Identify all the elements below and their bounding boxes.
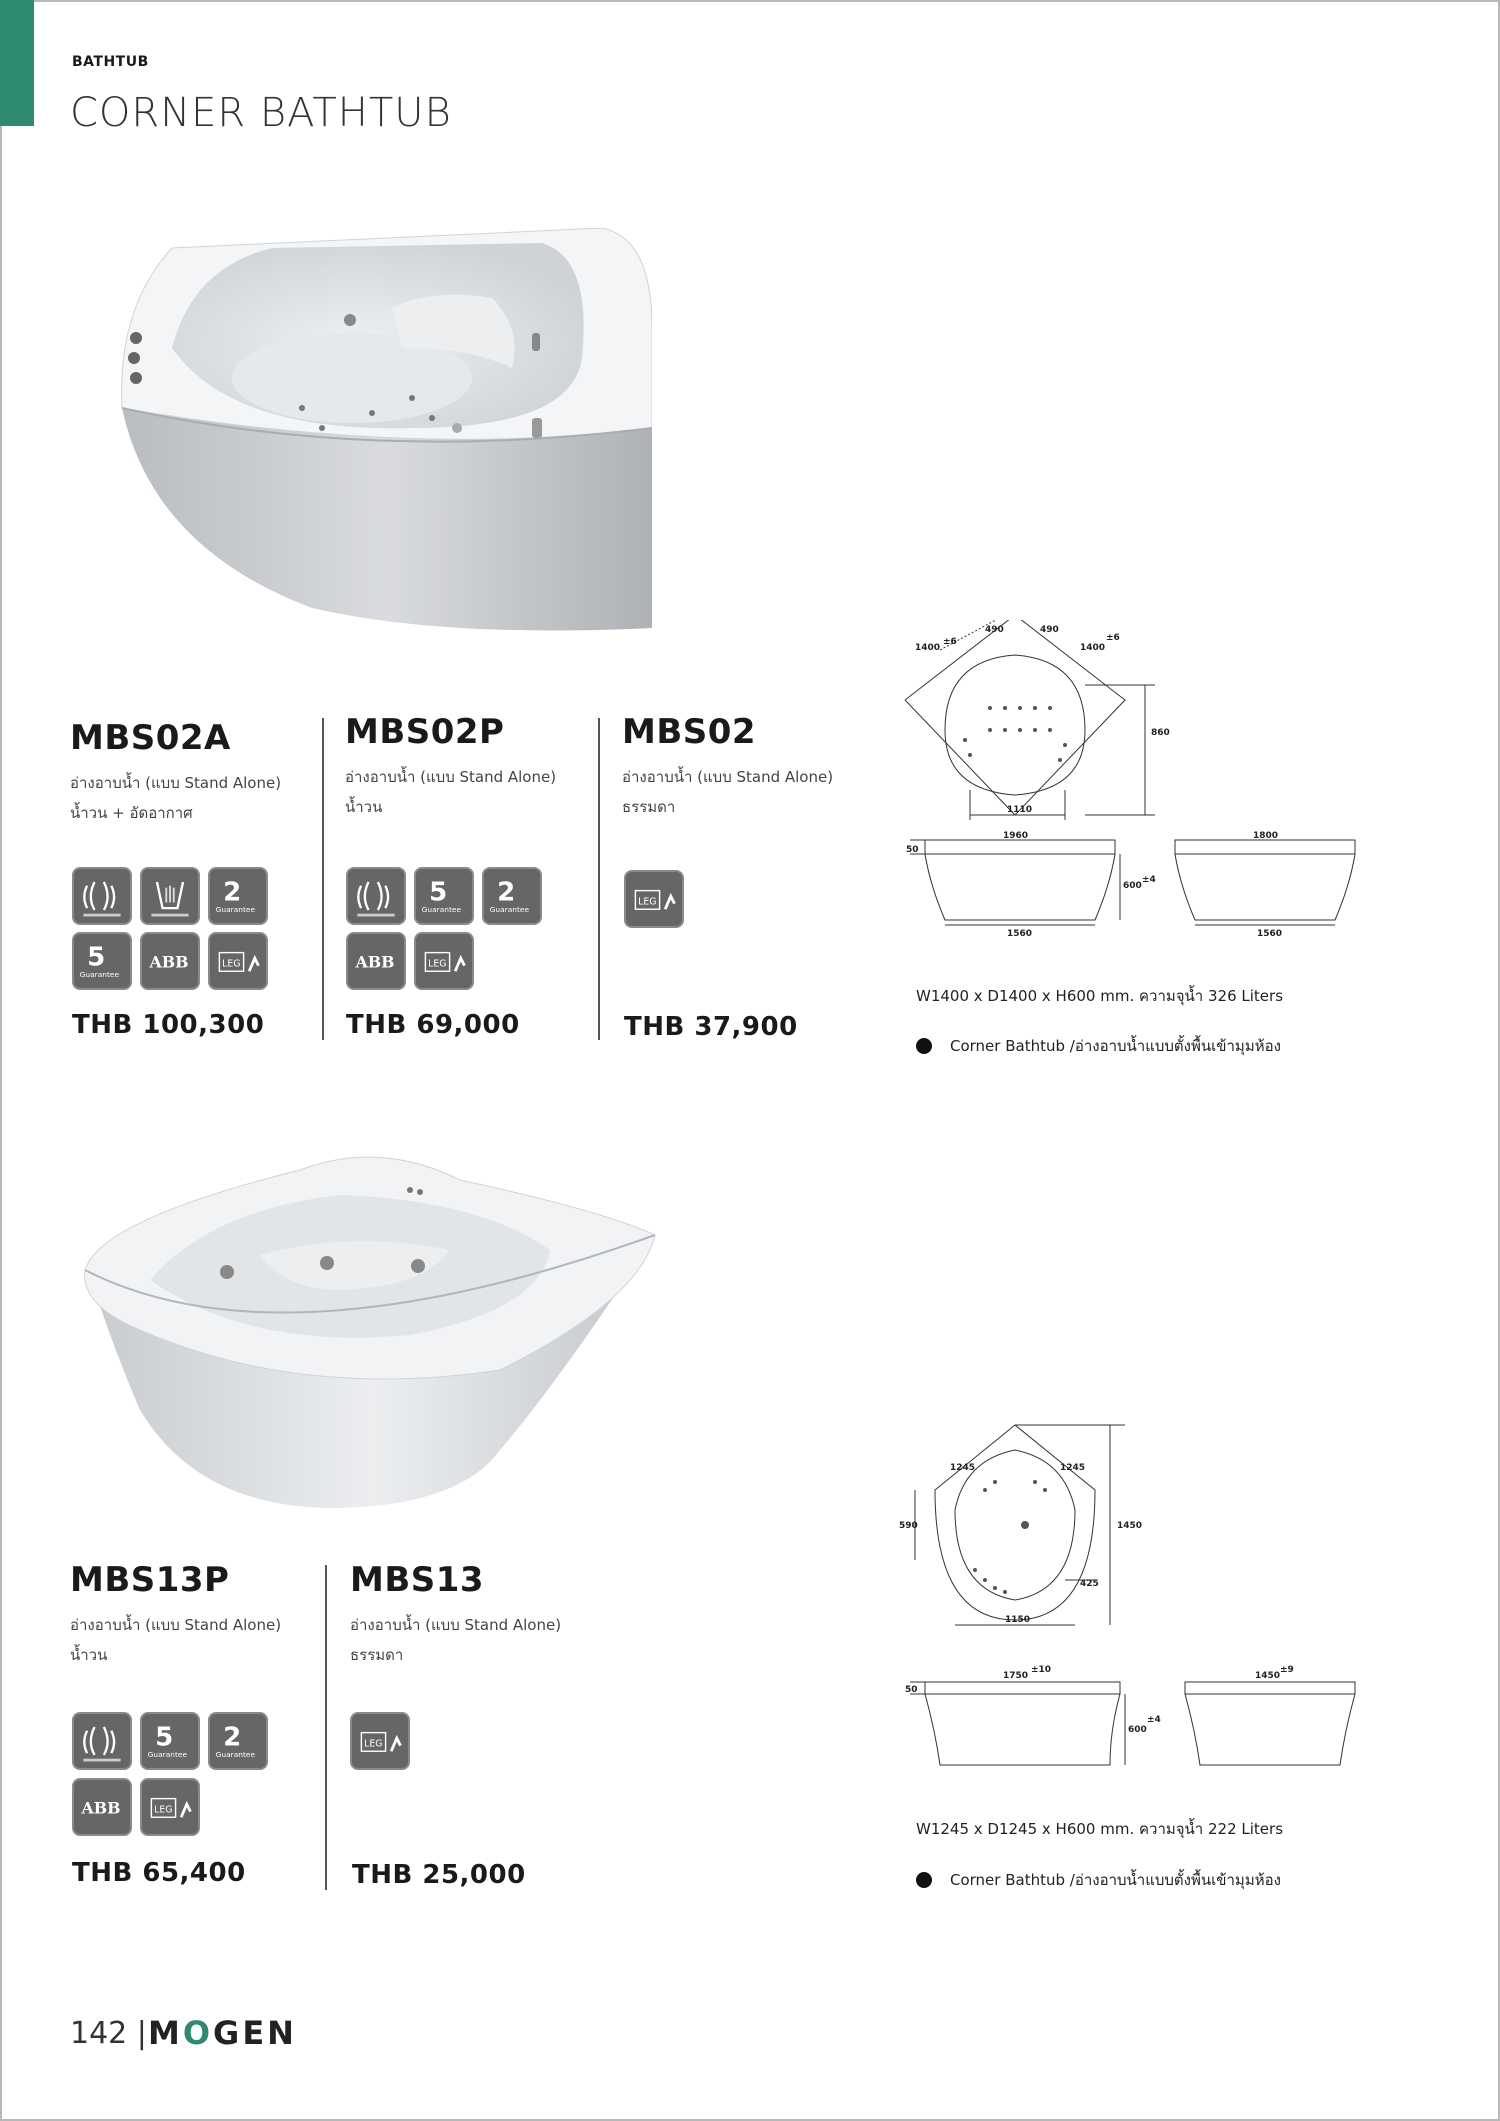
guarantee-2-year-icon [208,867,268,925]
adjustable-leg-icon [208,932,268,990]
svg-text:490: 490 [985,625,1004,635]
svg-text:LEG: LEG [428,958,447,970]
svg-text:425: 425 [1080,1579,1099,1589]
svg-text:1110: 1110 [1007,805,1033,815]
svg-text:5: 5 [155,1722,174,1753]
svg-text:ABB: ABB [149,952,189,972]
svg-text:Guarantee: Guarantee [489,904,530,914]
svg-text:2: 2 [223,1722,242,1753]
svg-text:Guarantee: Guarantee [421,904,462,914]
description-line: ธรรมดา [622,798,676,816]
svg-text:ABB: ABB [355,952,395,972]
svg-text:1400: 1400 [1080,643,1106,653]
adjustable-leg-icon [414,932,474,990]
abb-icon [346,932,406,990]
spec-mbs02: W1400 x D1400 x H600 mm. ความจุน้ำ 326 Liters [916,987,1284,1005]
column-divider [322,718,324,1040]
bullet-dot [916,1038,932,1054]
bullet-dot [916,1872,932,1888]
price-mbs02: THB 37,900 [624,1012,798,1042]
bullet-text: Corner Bathtub /อ่างอาบน้ำแบบตั้งพื้นเข้ามุมห้อง [950,1871,1281,1889]
bathtub-photo-mbs02 [112,228,652,633]
category-label: BATHTUB [72,54,149,70]
technical-drawing-mbs02 [895,620,1375,940]
model-name: MBS02 [622,712,757,752]
abb-icon [140,932,200,990]
svg-text:1560: 1560 [1007,929,1033,939]
guarantee-5-year-icon [414,867,474,925]
svg-text:600: 600 [1128,1725,1147,1735]
page-title: CORNER BATHTUB [70,90,452,136]
price-mbs02a: THB 100,300 [72,1010,265,1040]
brand-logo [148,2014,297,2052]
model-description [70,768,320,828]
guarantee-2-year-icon [482,867,542,925]
technical-drawing-mbs13 [895,1420,1375,1780]
svg-text:Guarantee: Guarantee [147,1749,188,1759]
svg-text:ABB: ABB [81,1798,121,1818]
guarantee-5-year-icon [140,1712,200,1770]
description-line: ธรรมดา [350,1646,404,1664]
svg-text:LEG: LEG [638,896,657,908]
whirlpool-icon [72,1712,132,1770]
svg-text:LEG: LEG [222,958,241,970]
svg-text:±4: ±4 [1142,875,1156,885]
model-name: MBS02A [70,718,231,758]
product-mbs13p [70,1560,320,1670]
svg-text:1750: 1750 [1003,1671,1029,1681]
svg-text:±10: ±10 [1031,1665,1052,1675]
svg-text:1245: 1245 [1060,1463,1086,1473]
svg-text:±9: ±9 [1280,1665,1294,1675]
svg-text:1245: 1245 [950,1463,976,1473]
product-mbs13 [350,1560,600,1670]
description-line: น้ำวน [345,798,383,816]
description-line: อ่างอาบน้ำ (แบบ Stand Alone) [345,768,557,786]
svg-text:590: 590 [899,1521,918,1531]
price-mbs02p: THB 69,000 [346,1010,520,1040]
airjet-icon [140,867,200,925]
adjustable-leg-icon [624,870,684,928]
model-name: MBS13P [70,1560,230,1600]
svg-text:Guarantee: Guarantee [79,969,120,979]
bullet-mbs02 [916,1034,1281,1058]
svg-text:±6: ±6 [1106,633,1120,643]
whirlpool-icon [346,867,406,925]
description-line: อ่างอาบน้ำ (แบบ Stand Alone) [622,768,834,786]
column-divider [325,1565,327,1890]
svg-text:5: 5 [429,877,448,908]
svg-text:1150: 1150 [1005,1615,1031,1625]
svg-text:1400: 1400 [915,643,941,653]
svg-text:50: 50 [905,1685,918,1695]
model-description [350,1610,600,1670]
svg-text:LEG: LEG [154,1804,173,1816]
svg-text:±6: ±6 [943,637,957,647]
svg-text:Guarantee: Guarantee [215,904,256,914]
abb-icon [72,1778,132,1836]
description-line: อ่างอาบน้ำ (แบบ Stand Alone) [350,1616,562,1634]
adjustable-leg-icon [140,1778,200,1836]
price-mbs13p: THB 65,400 [72,1858,246,1888]
model-description [70,1610,320,1670]
spec-mbs13: W1245 x D1245 x H600 mm. ความจุน้ำ 222 Liters [916,1820,1284,1838]
svg-text:1450: 1450 [1117,1521,1143,1531]
svg-text:Guarantee: Guarantee [215,1749,256,1759]
price-mbs13: THB 25,000 [352,1860,526,1890]
svg-text:1800: 1800 [1253,831,1279,841]
column-divider [598,718,600,1040]
whirlpool-icon [72,867,132,925]
product-mbs02a [70,718,320,828]
description-line: อ่างอาบน้ำ (แบบ Stand Alone) [70,774,282,792]
svg-text:2: 2 [223,877,242,908]
section-color-tab [0,0,34,126]
model-description [345,762,595,822]
svg-text:2: 2 [497,877,516,908]
brand-letter-accent: O [182,2014,214,2052]
svg-text:50: 50 [906,845,919,855]
svg-text:600: 600 [1123,881,1142,891]
svg-text:490: 490 [1040,625,1059,635]
adjustable-leg-icon [350,1712,410,1770]
guarantee-5-year-icon [72,932,132,990]
svg-text:1560: 1560 [1257,929,1283,939]
brand-letters: GEN [213,2014,297,2052]
description-line: น้ำวน [70,1646,108,1664]
svg-text:1960: 1960 [1003,831,1029,841]
brand-letter: M [148,2014,183,2052]
svg-text:5: 5 [87,942,106,973]
svg-text:LEG: LEG [364,1738,383,1750]
model-description [622,762,872,822]
model-name: MBS13 [350,1560,485,1600]
svg-text:1450: 1450 [1255,1671,1281,1681]
svg-text:860: 860 [1151,728,1170,738]
page-number: 142 | [70,2016,147,2051]
bathtub-photo-mbs13 [80,1140,660,1515]
product-mbs02 [622,712,872,822]
product-mbs02p [345,712,595,822]
guarantee-2-year-icon [208,1712,268,1770]
description-line: อ่างอาบน้ำ (แบบ Stand Alone) [70,1616,282,1634]
svg-text:±4: ±4 [1147,1715,1161,1725]
description-line: น้ำวน + อัดอากาศ [70,804,193,822]
bullet-mbs13 [916,1868,1281,1892]
model-name: MBS02P [345,712,505,752]
bullet-text: Corner Bathtub /อ่างอาบน้ำแบบตั้งพื้นเข้ามุมห้อง [950,1037,1281,1055]
